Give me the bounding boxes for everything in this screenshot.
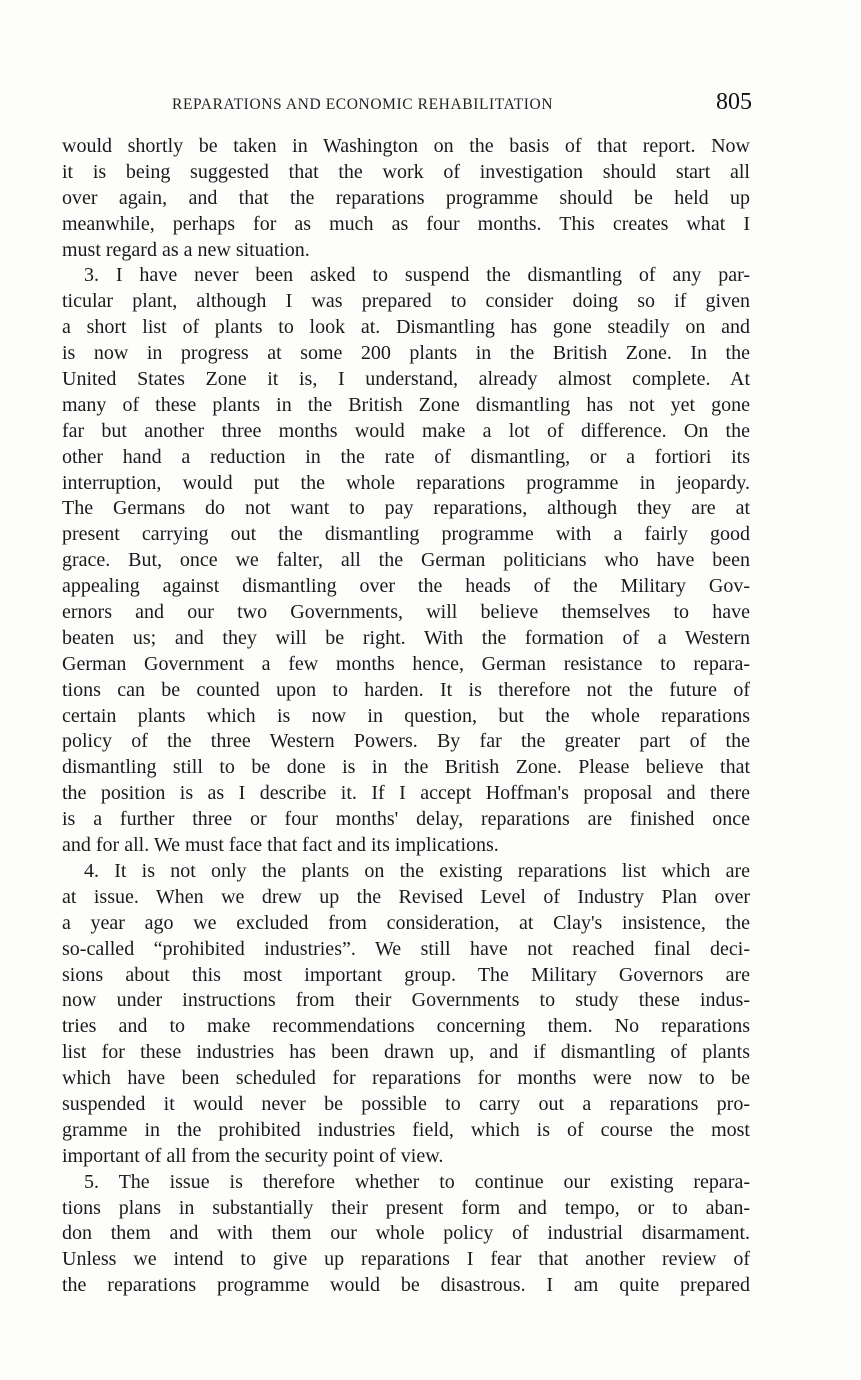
text-line: dismantling still to be done is in the British Zone. Please believe that (62, 756, 750, 779)
text-line: list for these industries has been drawn up, and if dismantling of plants (62, 1041, 750, 1064)
text-line: ticular plant, although I was prepared to consider doing so if given (62, 290, 750, 313)
body-text (62, 134, 750, 1299)
text-line: 3. I have never been asked to suspend the dismantling of any par- (84, 264, 750, 287)
text-line: present carrying out the dismantling programme with a fairly good (62, 523, 750, 546)
text-line: is now in progress at some 200 plants in the British Zone. In the (62, 342, 750, 365)
text-line: it is being suggested that the work of investigation should start all (62, 160, 750, 183)
text-line: gramme in the prohibited industries field, which is of course the most (62, 1118, 750, 1141)
text-line: United States Zone it is, I understand, already almost complete. At (62, 368, 750, 391)
text-line: far but another three months would make a lot of difference. On the (62, 419, 750, 442)
text-line: 5. The issue is therefore whether to continue our existing repara- (84, 1170, 750, 1193)
text-line: interruption, would put the whole reparations programme in jeopardy. (62, 471, 750, 494)
text-line: now under instructions from their Governments to study these indus- (62, 989, 750, 1012)
text-line: certain plants which is now in question, but the whole reparations (62, 704, 750, 727)
text-line: grace. But, once we falter, all the German politicians who have been (62, 549, 750, 572)
text-line: 4. It is not only the plants on the existing reparations list which are (84, 859, 750, 882)
text-line: would shortly be taken in Washington on the basis of that report. Now (62, 135, 750, 157)
text-line: sions about this most important group. The Military Governors are (62, 963, 750, 986)
text-line: tions can be counted upon to harden. It is therefore not the future of (62, 678, 750, 701)
text-line: tions plans in substantially their present form and tempo, or to aban- (62, 1196, 750, 1219)
text-line: other hand a reduction in the rate of dismantling, or a fortiori its (62, 445, 750, 468)
text-line: appealing against dismantling over the heads of the Military Gov- (62, 575, 750, 598)
text-line: policy of the three Western Powers. By far the greater part of the (62, 730, 750, 753)
text-line: Unless we intend to give up reparations I fear that another review of (62, 1248, 750, 1271)
text-line: meanwhile, perhaps for as much as four months. This creates what I (62, 212, 750, 235)
text-line: the position is as I describe it. If I accept Hoffman's proposal and there (62, 782, 750, 805)
text-line: ernors and our two Governments, will believe themselves to have (62, 601, 750, 624)
page-number: 805 (716, 89, 752, 115)
running-title: REPARATIONS AND ECONOMIC REHABILITATION (172, 96, 554, 113)
text-line: a year ago we excluded from consideration, at Clay's insistence, the (62, 911, 750, 934)
text-line: many of these plants in the British Zone dismantling has not yet gone (62, 393, 750, 416)
text-line: so-called “prohibited industries”. We still have not reached final deci- (62, 937, 750, 960)
text-line: tries and to make recommendations concerning them. No reparations (62, 1015, 750, 1038)
text-line: is a further three or four months' delay, reparations are finished once (62, 808, 750, 831)
text-line: at issue. When we drew up the Revised Level of Industry Plan over (62, 885, 750, 908)
running-head (62, 89, 752, 122)
text-line: don them and with them our whole policy of industrial disarmament. (62, 1222, 750, 1245)
text-line: and for all. We must face that fact and its implications. (62, 834, 499, 857)
text-line: suspended it would never be possible to carry out a reparations pro- (62, 1092, 750, 1115)
text-line: which have been scheduled for reparations for months were now to be (62, 1067, 750, 1090)
text-line: important of all from the security point of view. (62, 1144, 444, 1167)
text-line: beaten us; and they will be right. With the formation of a Western (62, 626, 750, 649)
text-line: German Government a few months hence, German resistance to repara- (62, 652, 750, 675)
text-line: a short list of plants to look at. Dismantling has gone steadily on and (62, 316, 750, 339)
text-line: over again, and that the reparations programme should be held up (62, 186, 750, 209)
text-line: The Germans do not want to pay reparations, although they are at (62, 497, 750, 520)
text-line: must regard as a new situation. (62, 238, 310, 261)
text-line: the reparations programme would be disastrous. I am quite prepared (62, 1274, 750, 1297)
